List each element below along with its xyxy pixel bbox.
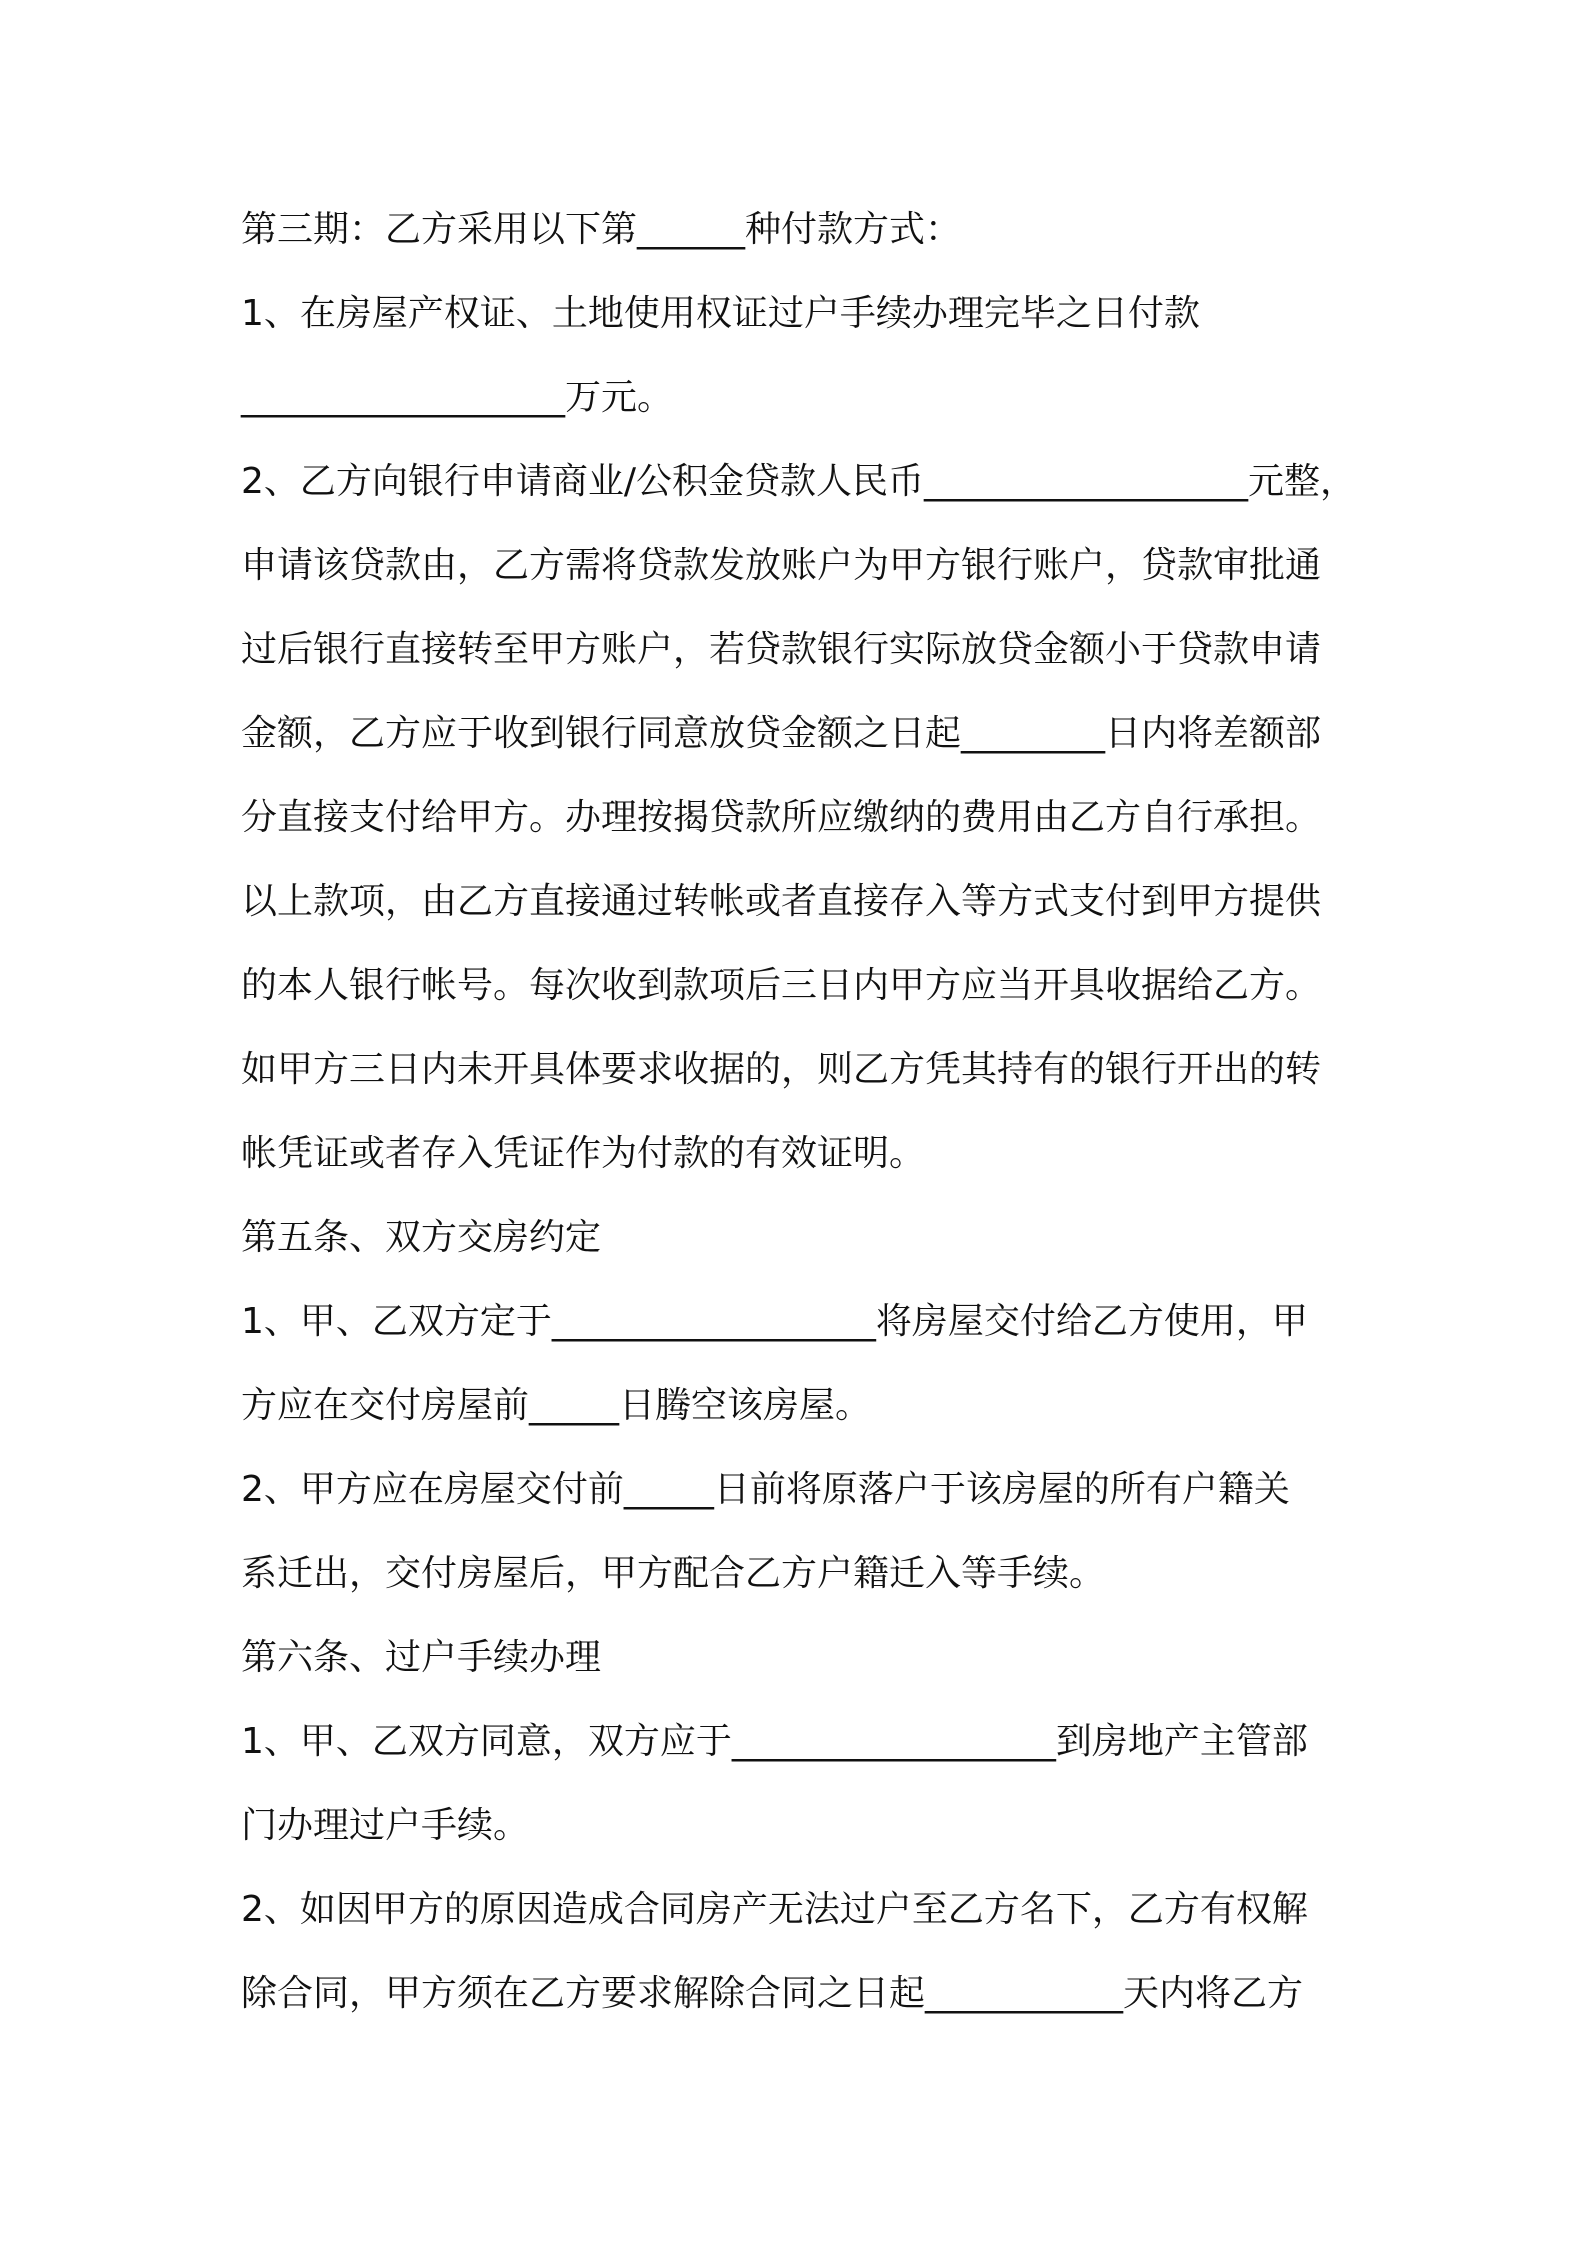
- text-line: 2、甲方应在房屋交付前_____日前将原落户于该房屋的所有户籍关: [241, 1469, 1290, 1510]
- text-line: 1、在房屋产权证、土地使用权证过户手续办理完毕之日付款: [241, 293, 1200, 334]
- section-heading: 第五条、双方交房约定: [241, 1217, 602, 1258]
- text-line: 门办理过户手续。: [241, 1805, 530, 1846]
- text-line: 除合同，甲方须在乙方要求解除合同之日起___________天内将乙方: [241, 1973, 1304, 2014]
- text-line: 分直接支付给甲方。办理按揭贷款所应缴纳的费用由乙方自行承担。: [241, 797, 1322, 838]
- text-line: 2、乙方向银行申请商业/公积金贷款人民币__________________元整，: [241, 461, 1357, 502]
- text-line: 过后银行直接转至甲方账户，若贷款银行实际放贷金额小于贷款申请: [241, 629, 1322, 670]
- text-line: 帐凭证或者存入凭证作为付款的有效证明。: [241, 1133, 926, 1174]
- text-line: 如甲方三日内未开具体要求收据的，则乙方凭其持有的银行开出的转: [241, 1049, 1322, 1090]
- text-line: 1、甲、乙双方定于__________________将房屋交付给乙方使用，甲: [241, 1301, 1308, 1342]
- text-line: 以上款项，由乙方直接通过转帐或者直接存入等方式支付到甲方提供: [241, 881, 1322, 922]
- text-line: 2、如因甲方的原因造成合同房产无法过户至乙方名下，乙方有权解: [241, 1889, 1308, 1930]
- text-line: 第三期：乙方采用以下第______种付款方式：: [241, 209, 962, 250]
- section-heading: 第六条、过户手续办理: [241, 1637, 602, 1678]
- text-line: __________________万元。: [241, 377, 674, 418]
- text-line: 方应在交付房屋前_____日腾空该房屋。: [241, 1385, 872, 1426]
- text-line: 1、甲、乙双方同意，双方应于__________________到房地产主管部: [241, 1721, 1308, 1762]
- text-line: 的本人银行帐号。每次收到款项后三日内甲方应当开具收据给乙方。: [241, 965, 1322, 1006]
- text-line: 金额，乙方应于收到银行同意放贷金额之日起________日内将差额部: [241, 713, 1322, 754]
- text-line: 系迁出，交付房屋后，甲方配合乙方户籍迁入等手续。: [241, 1553, 1106, 1594]
- text-line: 申请该贷款由，乙方需将贷款发放账户为甲方银行账户，贷款审批通: [241, 545, 1322, 586]
